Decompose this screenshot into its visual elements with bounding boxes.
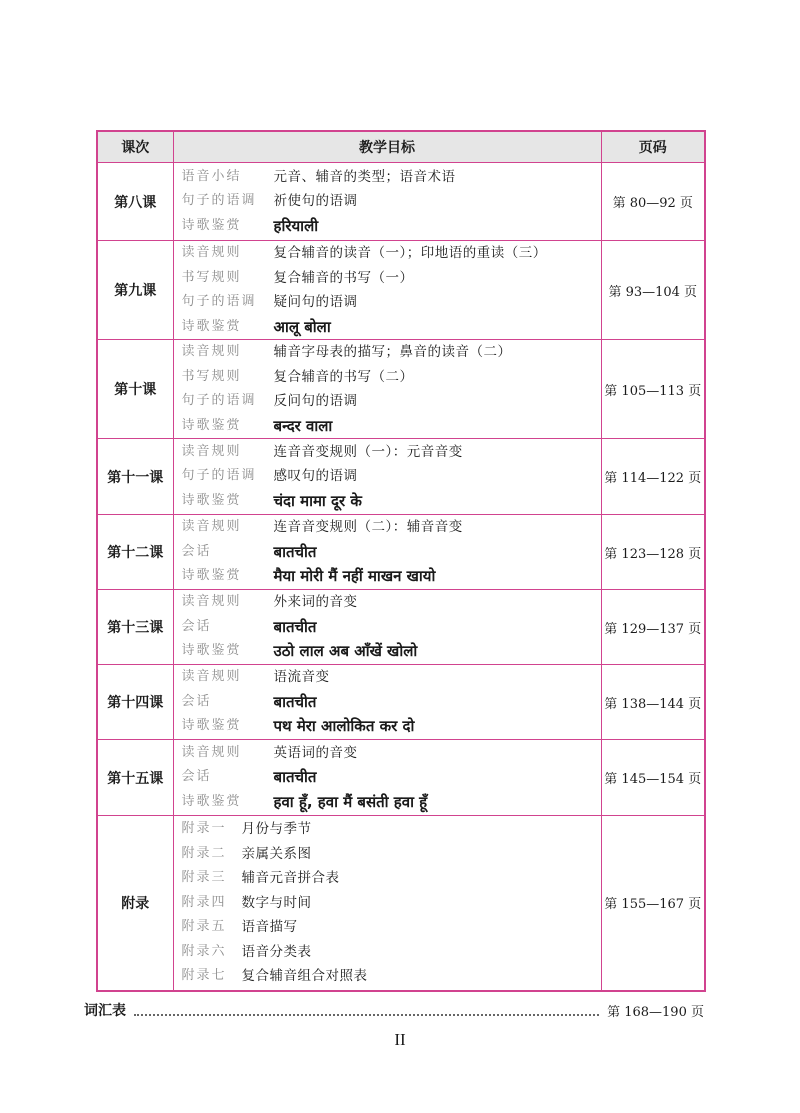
toc-row-lesson-12 bbox=[97, 515, 705, 590]
objective-text: 英语词的音变 bbox=[273, 744, 358, 761]
objective-category: 诗歌鉴赏 bbox=[181, 492, 242, 508]
objective-category: 会话 bbox=[181, 693, 212, 709]
objective-category: 读音规则 bbox=[181, 744, 242, 760]
appendix-number: 附录四 bbox=[181, 894, 227, 910]
objective-category: 句子的语调 bbox=[181, 193, 257, 209]
objective-line bbox=[182, 165, 601, 190]
poem-title: बन्दर वाला bbox=[273, 416, 333, 435]
toc-row-lesson-10 bbox=[97, 340, 705, 439]
objectives-cell bbox=[173, 590, 601, 665]
objective-category: 书写规则 bbox=[181, 368, 242, 384]
objective-category: 读音规则 bbox=[181, 594, 242, 610]
conversation-title: बातचीत bbox=[273, 768, 317, 787]
objective-text: 辅音字母表的描写；鼻音的读音（二） bbox=[273, 344, 512, 360]
page-range: 第 155—167 页 bbox=[601, 816, 705, 991]
objective-category: 诗歌鉴赏 bbox=[181, 568, 242, 584]
objective-line bbox=[182, 340, 601, 365]
page-number: II bbox=[394, 1030, 406, 1049]
appendix-title: 语音分类表 bbox=[241, 943, 312, 960]
objective-category: 诗歌鉴赏 bbox=[181, 718, 242, 734]
objective-category: 句子的语调 bbox=[181, 393, 257, 408]
objective-text: 语流音变 bbox=[273, 669, 330, 686]
conversation-title: बातचीत bbox=[273, 542, 317, 561]
header-objectives: 教学目标 bbox=[173, 131, 601, 163]
objective-category: 语音小结 bbox=[181, 168, 242, 184]
objectives-cell bbox=[173, 665, 601, 740]
toc-row-appendix bbox=[97, 816, 705, 991]
lesson-name: 附录 bbox=[97, 816, 173, 991]
objective-category: 读音规则 bbox=[181, 443, 242, 459]
objective-category: 读音规则 bbox=[181, 344, 242, 359]
objective-category: 读音规则 bbox=[181, 245, 242, 260]
lesson-name: 第九课 bbox=[97, 241, 173, 340]
appendix-number: 附录六 bbox=[181, 943, 227, 959]
objective-text: 连音音变规则（二）：辅音音变 bbox=[273, 519, 463, 536]
appendix-title: 亲属关系图 bbox=[241, 845, 312, 862]
toc-table bbox=[96, 130, 706, 992]
objective-line bbox=[182, 714, 601, 739]
page-range: 第 105—113 页 bbox=[601, 340, 705, 439]
appendix-line bbox=[182, 964, 601, 989]
objective-category: 诗歌鉴赏 bbox=[181, 793, 242, 809]
toc-row-lesson-14 bbox=[97, 665, 705, 740]
objective-line bbox=[182, 189, 601, 214]
lesson-name: 第十二课 bbox=[97, 515, 173, 590]
objective-text: 反问句的语调 bbox=[273, 393, 358, 409]
appendix-title: 语音描写 bbox=[241, 919, 298, 935]
objective-line bbox=[182, 365, 601, 390]
vocabulary-page-range: 第 168—190 页 bbox=[607, 1004, 704, 1020]
objective-line bbox=[182, 315, 601, 340]
objectives-cell bbox=[173, 740, 601, 816]
objectives-cell bbox=[173, 340, 601, 439]
page-range: 第 138—144 页 bbox=[601, 665, 705, 740]
header-pages: 页码 bbox=[601, 131, 705, 163]
objective-line bbox=[182, 665, 601, 690]
objective-category: 句子的语调 bbox=[181, 294, 257, 309]
objective-line bbox=[182, 515, 601, 540]
toc-row-lesson-9 bbox=[97, 241, 705, 340]
objective-line bbox=[182, 440, 601, 465]
objective-text: 复合辅音的书写（一） bbox=[273, 269, 414, 286]
conversation-title: बातचीत bbox=[273, 617, 317, 636]
objective-category: 诗歌鉴赏 bbox=[181, 417, 242, 433]
page-range: 第 129—137 页 bbox=[601, 590, 705, 665]
objective-text: 感叹句的语调 bbox=[273, 468, 358, 485]
appendix-title: 辅音元音拼合表 bbox=[241, 870, 340, 886]
appendix-number: 附录七 bbox=[181, 968, 227, 983]
objective-category: 诗歌鉴赏 bbox=[181, 318, 242, 334]
objective-category: 诗歌鉴赏 bbox=[181, 217, 242, 233]
objective-line bbox=[182, 615, 601, 640]
toc-row-lesson-13 bbox=[97, 590, 705, 665]
objective-category: 读音规则 bbox=[181, 519, 242, 535]
toc-body bbox=[97, 163, 705, 991]
lesson-name: 第十四课 bbox=[97, 665, 173, 740]
objective-line bbox=[182, 639, 601, 664]
poem-title: हवा हूँ, हवा मैं बसंती हवा हूँ bbox=[273, 792, 428, 811]
objective-category: 会话 bbox=[181, 618, 212, 634]
toc-row-lesson-8 bbox=[97, 163, 705, 241]
objective-text: 疑问句的语调 bbox=[273, 294, 358, 310]
appendix-line bbox=[182, 915, 601, 940]
appendix-cell bbox=[173, 816, 601, 991]
vocabulary-label: 词汇表 bbox=[84, 1003, 126, 1019]
objective-text: 祈使句的语调 bbox=[273, 193, 358, 210]
objective-text: 复合辅音的读音（一）；印地语的重读（三） bbox=[273, 245, 547, 261]
conversation-title: बातचीत bbox=[273, 692, 317, 711]
objective-line bbox=[182, 741, 601, 766]
objective-text: 元音、辅音的类型；语音术语 bbox=[273, 168, 456, 185]
objective-line bbox=[182, 389, 601, 414]
objective-category: 书写规则 bbox=[181, 269, 242, 285]
appendix-line bbox=[182, 817, 601, 842]
objective-line bbox=[182, 590, 601, 615]
page-range: 第 93—104 页 bbox=[601, 241, 705, 340]
poem-title: हरियाली bbox=[273, 216, 319, 235]
objective-line bbox=[182, 540, 601, 565]
appendix-number: 附录二 bbox=[181, 845, 227, 861]
toc-row-lesson-15 bbox=[97, 740, 705, 816]
appendix-title: 复合辅音组合对照表 bbox=[241, 968, 368, 984]
poem-title: चंदा मामा दूर के bbox=[273, 491, 362, 510]
lesson-name: 第十三课 bbox=[97, 590, 173, 665]
objective-line bbox=[182, 790, 601, 815]
objective-category: 读音规则 bbox=[181, 669, 242, 685]
objective-line bbox=[182, 266, 601, 291]
objective-text: 复合辅音的书写（二） bbox=[273, 368, 414, 385]
objective-line bbox=[182, 241, 601, 266]
appendix-number: 附录五 bbox=[181, 919, 227, 934]
poem-title: मैया मोरी मैं नहीं माखन खायो bbox=[273, 567, 436, 586]
dot-leader bbox=[134, 1014, 599, 1016]
objective-category: 诗歌鉴赏 bbox=[181, 643, 242, 659]
vocabulary-entry bbox=[84, 1000, 704, 1020]
poem-title: उठो लाल अब आँखें खोलो bbox=[273, 642, 418, 661]
appendix-line bbox=[182, 891, 601, 916]
lesson-name: 第十五课 bbox=[97, 740, 173, 816]
poem-title: आलू बोला bbox=[273, 317, 331, 336]
page-range: 第 123—128 页 bbox=[601, 515, 705, 590]
objective-category: 会话 bbox=[181, 769, 212, 785]
objective-line bbox=[182, 214, 601, 239]
objectives-cell bbox=[173, 515, 601, 590]
appendix-line bbox=[182, 940, 601, 965]
lesson-name: 第十一课 bbox=[97, 439, 173, 515]
appendix-title: 月份与季节 bbox=[241, 821, 312, 837]
page-range: 第 145—154 页 bbox=[601, 740, 705, 816]
objectives-cell bbox=[173, 163, 601, 241]
objective-line bbox=[182, 464, 601, 489]
objective-line bbox=[182, 564, 601, 589]
appendix-number: 附录三 bbox=[181, 870, 227, 885]
objectives-cell bbox=[173, 241, 601, 340]
toc-row-lesson-11 bbox=[97, 439, 705, 515]
poem-title: पथ मेरा आलोकित कर दो bbox=[273, 717, 415, 736]
page-range: 第 80—92 页 bbox=[601, 163, 705, 241]
lesson-name: 第十课 bbox=[97, 340, 173, 439]
toc-header-row bbox=[97, 131, 705, 163]
objective-line bbox=[182, 690, 601, 715]
objectives-cell bbox=[173, 439, 601, 515]
objective-text: 外来词的音变 bbox=[273, 594, 358, 611]
toc-header bbox=[97, 131, 705, 163]
lesson-name: 第八课 bbox=[97, 163, 173, 241]
objective-line bbox=[182, 290, 601, 315]
header-lesson: 课次 bbox=[97, 131, 173, 163]
objective-text: 连音音变规则（一）：元音音变 bbox=[273, 443, 463, 460]
objective-line bbox=[182, 489, 601, 514]
objective-category: 句子的语调 bbox=[181, 468, 257, 484]
appendix-line bbox=[182, 866, 601, 891]
appendix-title: 数字与时间 bbox=[241, 894, 312, 911]
objective-line bbox=[182, 414, 601, 439]
objective-category: 会话 bbox=[181, 543, 212, 559]
page-range: 第 114—122 页 bbox=[601, 439, 705, 515]
appendix-number: 附录一 bbox=[181, 821, 227, 836]
appendix-line bbox=[182, 842, 601, 867]
objective-line bbox=[182, 765, 601, 790]
